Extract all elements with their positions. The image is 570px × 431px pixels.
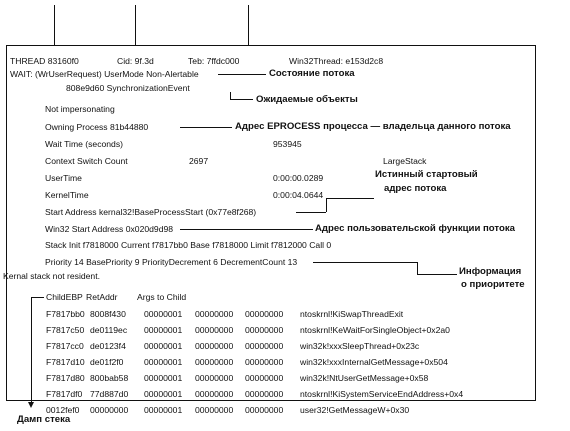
row-arg1: 00000001 [144, 341, 183, 351]
row-ret-addr: de0119ec [90, 325, 128, 335]
row-ret-addr: 77d887d0 [90, 389, 129, 399]
row-symbol: ntoskrnl!KiSwapThreadExit [300, 309, 404, 319]
leader-teb [248, 5, 249, 45]
annotation-true-start-2: адрес потока [384, 183, 447, 194]
row-arg2: 00000000 [195, 341, 234, 351]
row-arg1: 00000001 [144, 309, 183, 319]
row-arg1: 00000001 [144, 389, 183, 399]
row-ret-addr: de0123f4 [90, 341, 126, 351]
row-arg3: 00000000 [245, 389, 284, 399]
win32thread-value: Win32Thread: e153d2c8 [289, 56, 384, 66]
row-child-ebp: F7817bb0 [46, 309, 85, 319]
annotation-thread-state: Состояние потока [269, 68, 355, 79]
row-ret-addr: 800bab58 [90, 373, 129, 383]
row-symbol: win32k!NtUserGetMessage+0x58 [300, 373, 429, 383]
row-symbol: ntoskrnl!KiSystemServiceEndAddress+0x4 [300, 389, 464, 399]
leader-thread [54, 5, 55, 45]
wait-object: 808e9d60 SynchronizationEvent [66, 83, 190, 93]
kernel-time-label: KernelTime [45, 190, 89, 200]
wait-time-label: Wait Time (seconds) [45, 139, 123, 149]
row-arg3: 00000000 [245, 309, 284, 319]
leader-priority-v [417, 262, 418, 274]
annotation-user-func: Адрес пользовательской функции потока [315, 223, 515, 234]
row-arg3: 00000000 [245, 357, 284, 367]
stack-header-ret-addr: RetAddr [86, 292, 118, 302]
kernel-stack-status: Kernal stack not resident. [3, 271, 100, 281]
row-arg2: 00000000 [195, 373, 234, 383]
stack-header-args: Args to Child [137, 292, 187, 302]
row-arg1: 00000001 [144, 405, 183, 415]
row-arg2: 00000000 [195, 405, 234, 415]
row-child-ebp: F7817cc0 [46, 341, 84, 351]
row-arg1: 00000001 [144, 325, 183, 335]
leader-start-address [296, 212, 326, 213]
leader-eprocess [180, 127, 232, 128]
row-arg2: 00000000 [195, 309, 234, 319]
leader-start-address-v [326, 198, 327, 212]
row-child-ebp: F7817c50 [46, 325, 85, 335]
context-switch-label: Context Switch Count [45, 156, 128, 166]
leader-thread-state [218, 74, 266, 75]
leader-wait-objects-v [230, 92, 231, 99]
row-child-ebp: F7817d80 [46, 373, 85, 383]
annotation-priority-2: о приоритете [461, 279, 525, 290]
row-arg3: 00000000 [245, 325, 284, 335]
leader-user-func [180, 229, 313, 230]
row-ret-addr: 8008f430 [90, 309, 126, 319]
stack-bracket-arrow [28, 402, 34, 408]
start-address: Start Address kernal32!BaseProcessStart (0x77e8f268) [45, 207, 257, 217]
user-time-label: UserTime [45, 173, 82, 183]
annotation-eprocess: Адрес EPROCESS процесса — владельца данного потока [235, 121, 511, 132]
annotation-stack-dump: Дамп стека [17, 414, 71, 425]
row-child-ebp: 0012fef0 [46, 405, 80, 415]
row-symbol: win32k!xxxInternalGetMessage+0x504 [300, 357, 448, 367]
row-symbol: ntoskrnl!KeWaitForSingleObject+0x2a0 [300, 325, 450, 335]
large-stack: LargeStack [383, 156, 427, 166]
teb-value: Teb: 7ffdc000 [188, 56, 240, 66]
priority-line: Priority 14 BasePriority 9 PriorityDecrement 6 DecrementCount 13 [45, 257, 298, 267]
leader-start-address-h2 [326, 198, 374, 199]
kernel-time-value: 0:00:04.0644 [273, 190, 324, 200]
row-arg2: 00000000 [195, 325, 234, 335]
wait-time-value: 953945 [273, 139, 302, 149]
annotation-true-start-1: Истинный стартовый [375, 169, 478, 180]
leader-priority-h2 [417, 274, 457, 275]
leader-wait-objects [230, 99, 253, 100]
annotation-priority-1: Информация [459, 266, 522, 277]
row-ret-addr: de01f2f0 [90, 357, 124, 367]
row-arg3: 00000000 [245, 341, 284, 351]
wait-line: WAIT: (WrUserRequest) UserMode Non-Alertable [10, 69, 199, 79]
context-switch-value: 2697 [189, 156, 209, 166]
row-arg2: 00000000 [195, 389, 234, 399]
user-time-value: 0:00:00.0289 [273, 173, 324, 183]
annotation-wait-objects: Ожидаемые объекты [256, 94, 358, 105]
row-arg3: 00000000 [245, 405, 284, 415]
row-symbol: user32!GetMessageW+0x30 [300, 405, 410, 415]
stack-bracket-left [31, 297, 32, 404]
thread-id: THREAD 83160f0 [10, 56, 79, 66]
row-arg1: 00000001 [144, 373, 183, 383]
leader-priority [313, 262, 417, 263]
row-child-ebp: F7817d10 [46, 357, 85, 367]
leader-cid [135, 5, 136, 45]
win32-start-address: Win32 Start Address 0x020d9d98 [45, 224, 174, 234]
owning-process: Owning Process 81b44880 [45, 122, 149, 132]
row-child-ebp: F7817df0 [46, 389, 83, 399]
not-impersonating: Not impersonating [45, 104, 115, 114]
stack-bracket-top [31, 297, 44, 298]
stack-init: Stack Init f7818000 Current f7817bb0 Base f7818000 Limit f7812000 Call 0 [45, 240, 332, 250]
row-symbol: win32k!xxxSleepThread+0x23c [300, 341, 420, 351]
row-arg1: 00000001 [144, 357, 183, 367]
row-ret-addr: 00000000 [90, 405, 129, 415]
stack-header-child-ebp: ChildEBP [46, 292, 83, 302]
row-arg3: 00000000 [245, 373, 284, 383]
row-arg2: 00000000 [195, 357, 234, 367]
cid-value: Cid: 9f.3d [117, 56, 154, 66]
